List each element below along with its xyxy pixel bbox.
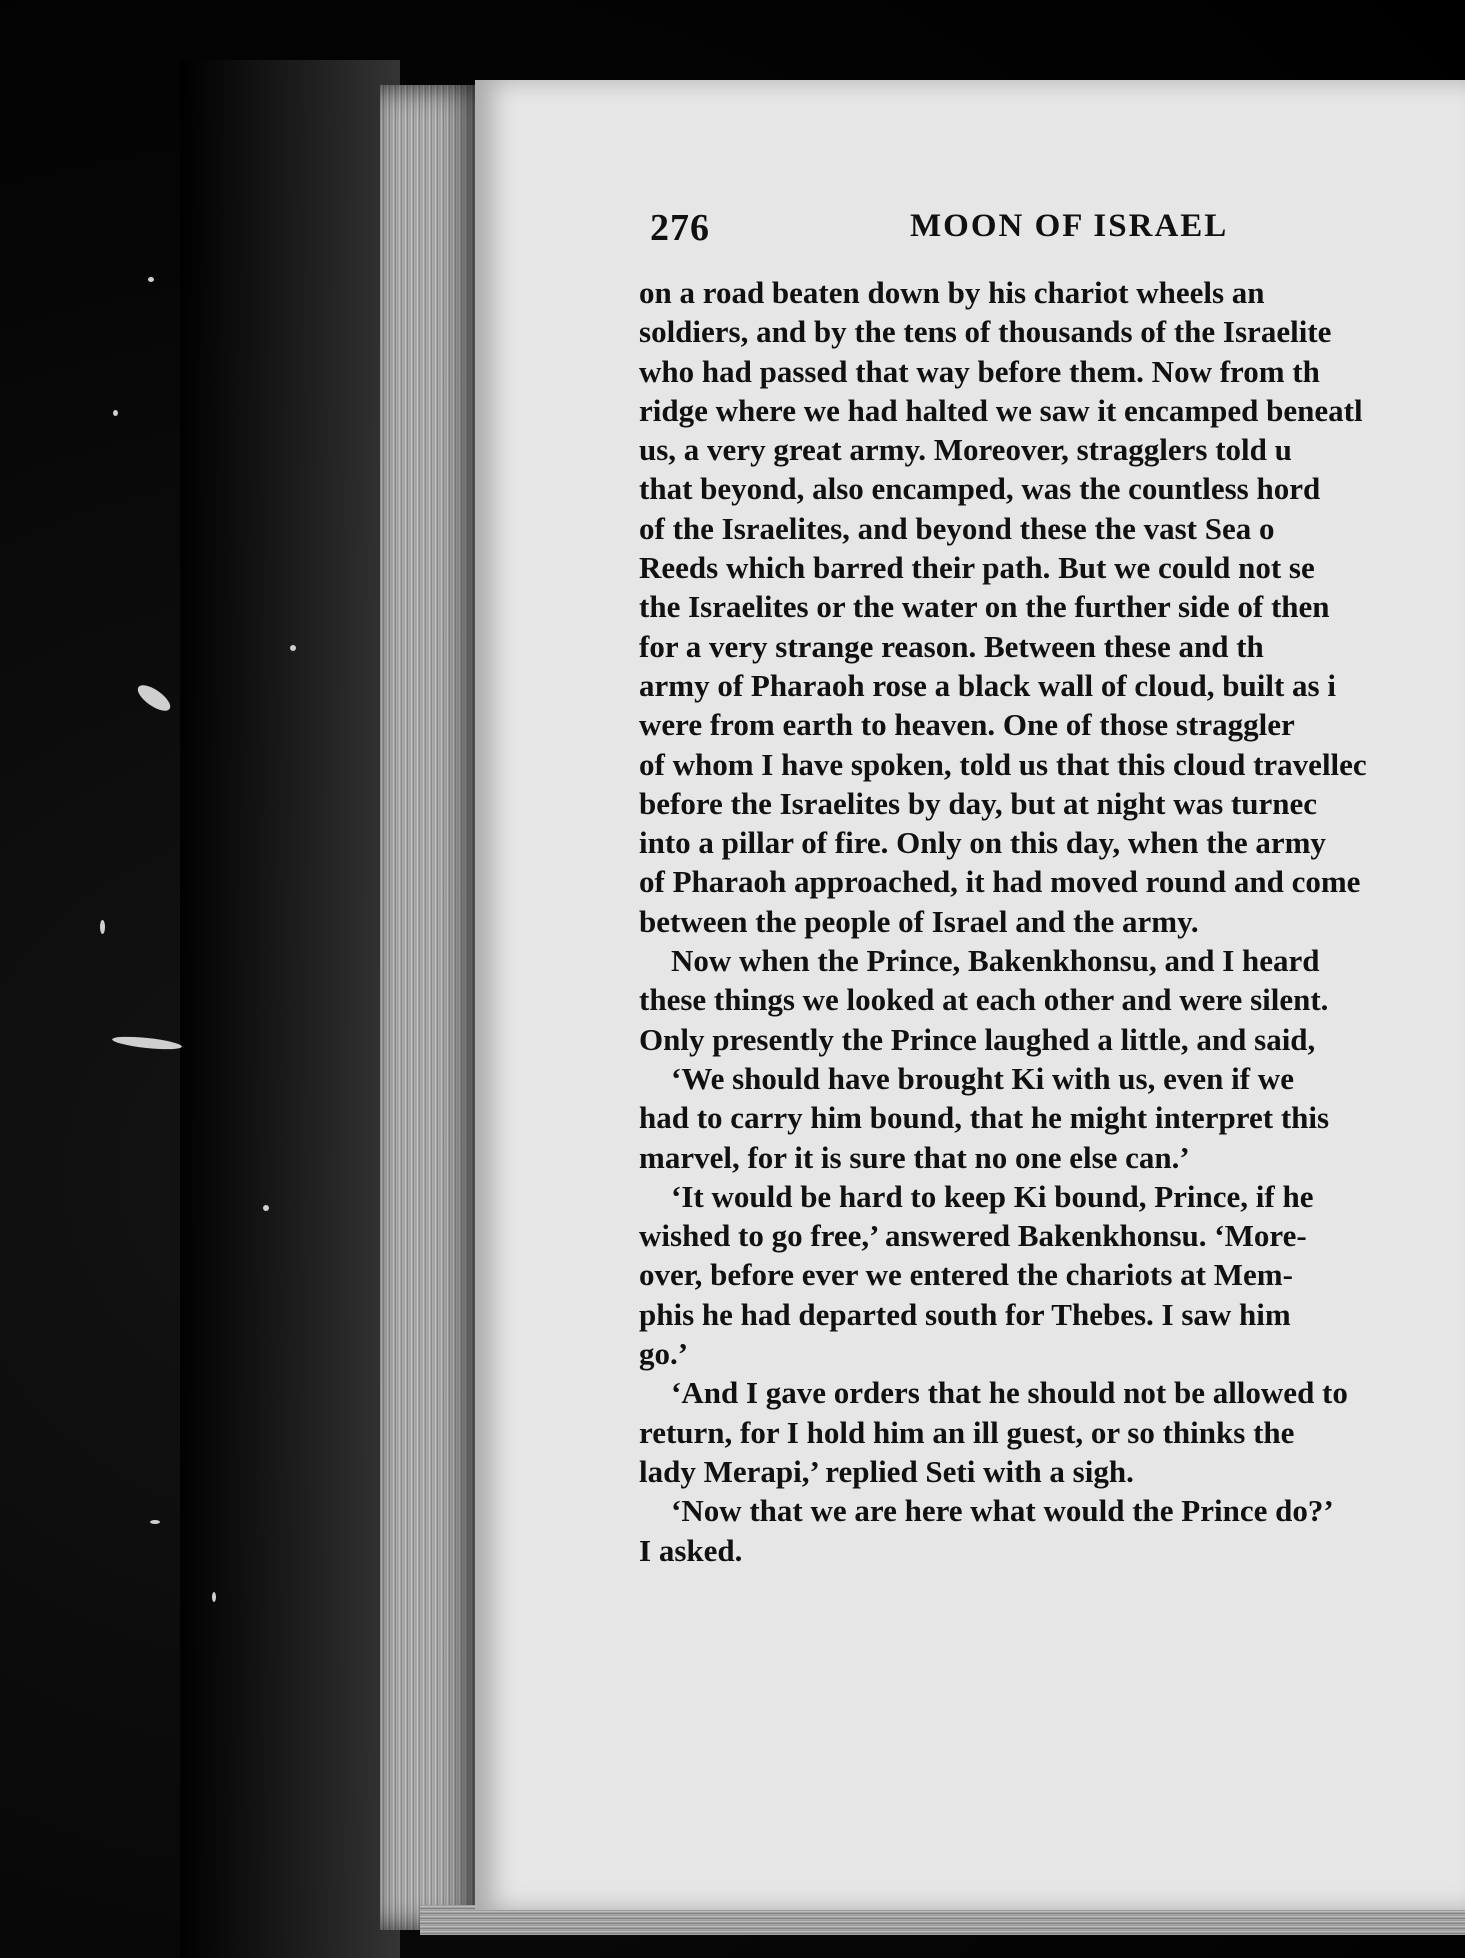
text-line: of Pharaoh approached, it had moved round and come (639, 864, 1361, 900)
dust-speck (148, 277, 154, 282)
book-spine-shadow (180, 60, 400, 1958)
page-header (650, 206, 1450, 266)
text-line: Only presently the Prince laughed a little, and said, (639, 1021, 1316, 1057)
dust-speck (113, 410, 118, 416)
text-line: soldiers, and by the tens of thousands of the Israelite (639, 314, 1332, 350)
dust-speck (263, 1205, 269, 1211)
text-line: over, before ever we entered the chariots at Mem- (639, 1257, 1293, 1293)
text-line: had to carry him bound, that he might interpret this (639, 1100, 1330, 1136)
text-line: ridge where we had halted we saw it encamped beneatl (639, 392, 1363, 428)
text-line: Reeds which barred their path. But we could not se (639, 550, 1315, 586)
text-line: wished to go free,’ answered Bakenkhonsu. ‘More- (639, 1218, 1307, 1254)
page-number: 276 (650, 207, 710, 249)
page-text (639, 273, 1465, 1570)
dust-speck (134, 681, 174, 716)
text-line: ‘We should have brought Ki with us, even if we (671, 1060, 1294, 1096)
text-line: who had passed that way before them. Now from th (639, 353, 1320, 389)
dust-speck (212, 1592, 216, 1602)
text-line: were from earth to heaven. One of those straggler (639, 707, 1295, 743)
text-line: between the people of Israel and the army. (639, 903, 1199, 939)
text-line: return, for I hold him an ill guest, or so thinks the (639, 1414, 1295, 1450)
book-page (475, 80, 1465, 1910)
dust-speck (290, 645, 296, 651)
dust-speck (150, 1520, 160, 1524)
text-line: us, a very great army. Moreover, stragglers told u (639, 432, 1292, 468)
text-line: ‘And I gave orders that he should not be allowed to (671, 1375, 1348, 1411)
text-line: these things we looked at each other and were silent. (639, 982, 1329, 1018)
page-stack-edge (380, 85, 480, 1930)
text-line: before the Israelites by day, but at night was turnec (639, 785, 1317, 821)
text-line: that beyond, also encamped, was the countless hord (639, 471, 1321, 507)
text-line: the Israelites or the water on the further side of then (639, 589, 1330, 625)
text-line: for a very strange reason. Between these and th (639, 628, 1264, 664)
dust-speck (112, 1034, 183, 1051)
text-line: into a pillar of fire. Only on this day, when the army (639, 825, 1326, 861)
text-line: ‘Now that we are here what would the Prince do?’ (671, 1493, 1334, 1529)
text-line: lady Merapi,’ replied Seti with a sigh. (639, 1453, 1134, 1489)
text-line: ‘It would be hard to keep Ki bound, Prince, if he (671, 1178, 1314, 1214)
dust-speck (100, 920, 105, 934)
running-title: MOON OF ISRAEL (910, 208, 1229, 244)
text-line: on a road beaten down by his chariot wheels an (639, 275, 1265, 310)
text-line: phis he had departed south for Thebes. I saw him (639, 1296, 1291, 1332)
text-line: marvel, for it is sure that no one else can.’ (639, 1139, 1190, 1175)
text-line: of whom I have spoken, told us that this cloud travellec (639, 746, 1367, 782)
text-line: army of Pharaoh rose a black wall of cloud, built as i (639, 667, 1336, 703)
text-line: Now when the Prince, Bakenkhonsu, and I heard (671, 943, 1320, 979)
text-line: of the Israelites, and beyond these the vast Sea o (639, 510, 1275, 546)
text-line: go.’ (639, 1336, 689, 1372)
text-line: I asked. (639, 1532, 743, 1568)
